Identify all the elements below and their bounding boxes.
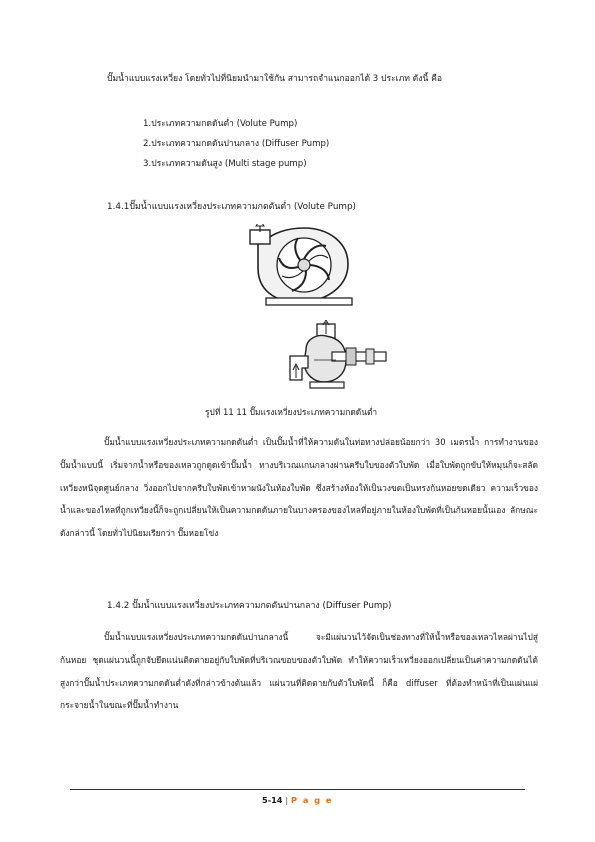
paragraph-volute-pump <box>60 431 538 545</box>
paragraph-text: ปั๊มน้ำแบบแรงเหวี่ยงประเภทความกดดันปานกลางนี้ จะมีแผ่นวนไว้จัดเป็นช่องทางที่ให้น้ำหรือของเหลวไหลผ่านไปสู่ก้นหอย ชุดแผ่นวนนี้ถูกจับยึดแน่นติดตายอยู่กับใบพัดที่บริเวณขอบของตัวใบพัด ทำให้ความเร็วเหวี่ยงออกเปลี่ยนเป็นค่าความกดดันได้สูงกว่าปั๊มน้ำประเภทความกดดันต่ำดังที่กล่าวข้างต้นแล้ว แผ่นวนที่ติดตายกับตัวใบพัดนี้ ก็คือ diffuser ที่ต้องทำหน้าที่เป็นแผ่นแผ่กระจายน้ำในขณะที่ปั๊มน้ำทำงาน <box>60 632 538 711</box>
footer-separator: | <box>285 795 289 805</box>
footer-divider <box>70 789 525 790</box>
volute-pump-illustration <box>236 224 356 308</box>
paragraph-diffuser-pump <box>60 626 538 717</box>
list-item: 2.ประเภทความกดดันปานกลาง (Diffuser Pump) <box>143 139 330 149</box>
section-heading-1-4-1: 1.4.1ปั๊มน้ำแบบแรงเหวี่ยงประเภทความกดดันต่ำ (Volute Pump) <box>107 202 356 212</box>
page-footer <box>0 795 595 805</box>
page-label: P a g e <box>290 795 333 805</box>
section-heading-1-4-2: 1.4.2 ปั๊มน้ำแบบแรงเหวี่ยงประเภทความกดดันปานกลาง (Diffuser Pump) <box>107 601 392 611</box>
list-item: 3.ประเภทความดันสูง (Multi stage pump) <box>143 159 307 169</box>
intro-line: ปั๊มน้ำแบบแรงเหวี่ยง โดยทั่วไปที่นิยมนำมาใช้กัน สามารถจำแนกออกได้ 3 ประเภท ดังนี้ คือ <box>107 74 442 84</box>
page-number: 5-14 <box>262 795 283 805</box>
figure-caption: รูปที่ 11 11 ปั๊มแรงเหวี่ยงประเภทความกดดันต่ำ <box>205 407 378 417</box>
paragraph-text: ปั๊มน้ำแบบแรงเหวี่ยงประเภทความกดดันต่ำ เป็นปั๊มน้ำที่ให้ความดันในท่อทางปล่อยน้อยกว่า 30 เมตรน้ำ การทำงานของปั๊มน้ำแบบนี้ เริ่มจากน้ำหรือของเหลวถูกดูดเข้าปั๊มน้ำ ทางบริเวณแกนกลางผ่านครีบใบของตัวใบพัด เมื่อใบพัดถูกขับให้หมุนก็จะสลัดเหวี่ยงหนีจุดศูนย์กลาง วิ่งออกไปจากครีบใบพัดเข้าหาผนังในห้องใบพัด ซึ่งสร้างห้องให้เป็นวงขดเป็นทรงก้นหอยขดเดียว ความเร็วของน้ำและของไหลที่ถูกเหวี่ยงนี้ก็จะถูกเปลี่ยนให้เป็นความกดดันภายในบางครองของไหลที่อยู่ภายในห้องใบพัดที่เป็นก้นหอยนั้นเอง ลักษณะดังกล่าวนี้ โดยทั่วไปนิยมเรียกว่า ปั๊มหอยโข่ง <box>60 437 538 539</box>
list-item: 1.ประเภทความกดดันต่ำ (Volute Pump) <box>143 119 298 129</box>
pump-side-section-illustration <box>284 320 390 394</box>
